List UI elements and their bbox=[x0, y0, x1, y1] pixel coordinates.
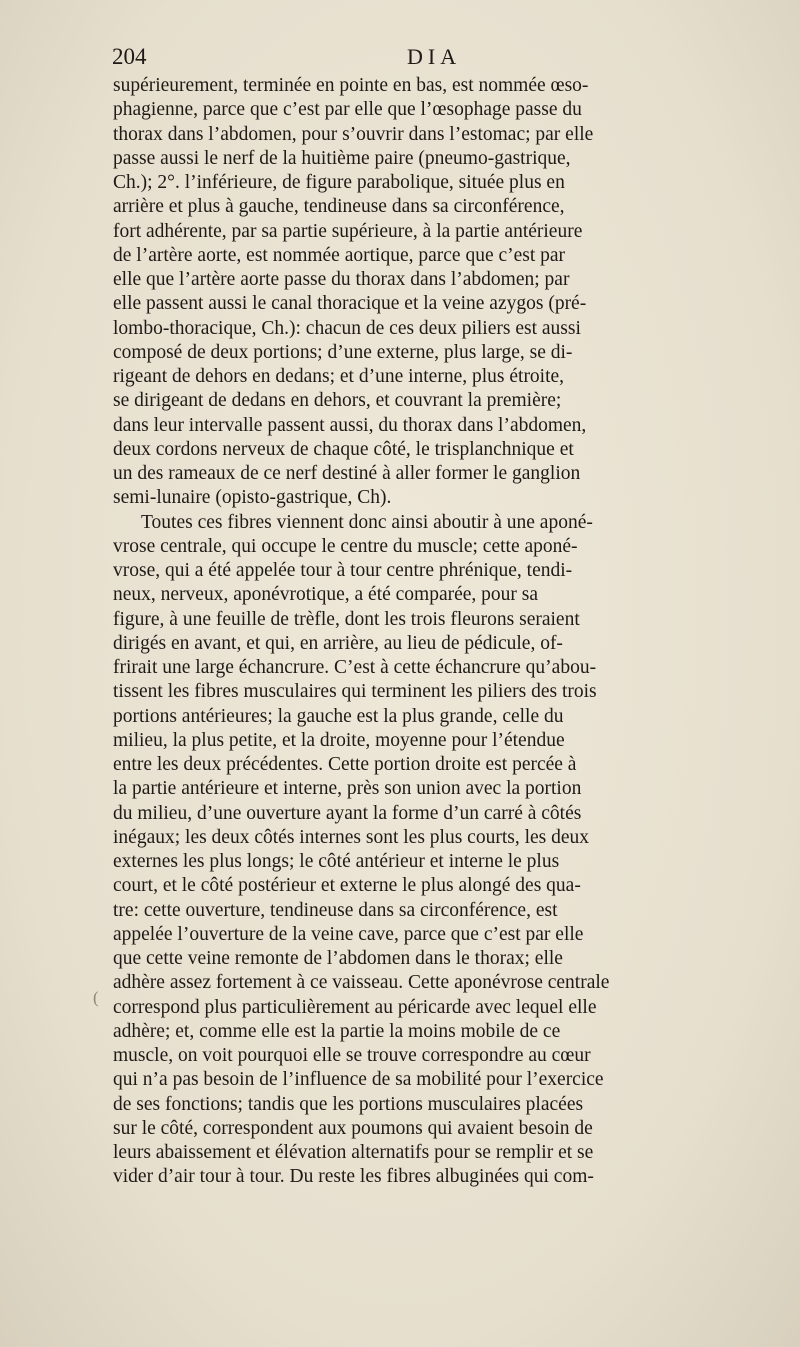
text-line: se dirigeant de dedans en dehors, et couvrant la première; bbox=[113, 390, 562, 412]
text-line: tre: cette ouverture, tendineuse dans sa circonférence, est bbox=[113, 899, 558, 921]
text-line: court, et le côté postérieur et externe le plus alongé des qua- bbox=[113, 875, 581, 897]
body-text bbox=[113, 74, 753, 1190]
text-line: milieu, la plus petite, et la droite, moyenne pour l’étendue bbox=[113, 729, 565, 751]
text-line: thorax dans l’abdomen, pour s’ouvrir dans l’estomac; par elle bbox=[113, 123, 594, 145]
text-line: que cette veine remonte de l’abdomen dans le thorax; elle bbox=[113, 948, 563, 969]
text-line: vider d’air tour à tour. Du reste les fibres albuginées qui com- bbox=[113, 1166, 594, 1188]
text-line: de ses fonctions; tandis que les portions musculaires placées bbox=[113, 1093, 584, 1115]
text-line: de l’artère aorte, est nommée aortique, parce que c’est par bbox=[113, 244, 566, 266]
text-line: muscle, on voit pourquoi elle se trouve correspondre au cœur bbox=[113, 1045, 591, 1066]
text-line: qui n’a pas besoin de l’influence de sa mobilité pour l’exercice bbox=[113, 1069, 604, 1091]
text-line: dans leur intervalle passent aussi, du thorax dans l’abdomen, bbox=[113, 414, 587, 436]
text-line: Toutes ces fibres viennent donc ainsi aboutir à une aponé- bbox=[141, 511, 593, 533]
text-line: fort adhérente, par sa partie supérieure, à la partie antérieure bbox=[113, 220, 583, 242]
text-line: leurs abaissement et élévation alternatifs pour se remplir et se bbox=[113, 1142, 594, 1163]
text-line: vrose, qui a été appelée tour à tour centre phrénique, tendi- bbox=[113, 560, 573, 581]
text-line: rigeant de dehors en dedans; et d’une interne, plus étroite, bbox=[113, 366, 565, 387]
text-line: figure, à une feuille de trèfle, dont les trois fleurons seraient bbox=[113, 608, 580, 630]
running-head: DIA bbox=[407, 44, 462, 69]
text-line: passe aussi le nerf de la huitième paire (pneumo-gastrique, bbox=[113, 147, 571, 169]
text-line: la partie antérieure et interne, près son union avec la portion bbox=[113, 778, 582, 800]
text-line: appelée l’ouverture de la veine cave, parce que c’est par elle bbox=[113, 923, 584, 945]
text-line: du milieu, d’une ouverture ayant la forme d’un carré à côtés bbox=[113, 802, 582, 824]
text-line: Ch.); 2°. l’inférieure, de figure parabolique, située plus en bbox=[113, 172, 565, 193]
text-line: semi-lunaire (opisto-gastrique, Ch). bbox=[113, 487, 392, 509]
text-line: adhère; et, comme elle est la partie la moins mobile de ce bbox=[113, 1020, 561, 1042]
page-header bbox=[112, 44, 752, 76]
text-line: supérieurement, terminée en pointe en bas, est nommée œso- bbox=[113, 75, 589, 96]
text-line: correspond plus particulièrement au péricarde avec lequel elle bbox=[113, 996, 597, 1018]
text-line: sur le côté, correspondent aux poumons qui avaient besoin de bbox=[113, 1117, 593, 1139]
text-line: neux, nerveux, aponévrotique, a été comparée, pour sa bbox=[113, 584, 539, 606]
text-line: adhère assez fortement à ce vaisseau. Cette aponévrose centrale bbox=[113, 972, 610, 994]
text-line: elle passent aussi le canal thoracique et la veine azygos (pré- bbox=[113, 293, 587, 315]
margin-mark: ( bbox=[93, 988, 99, 1007]
text-line: deux cordons nerveux de chaque côté, le trisplanchnique et bbox=[113, 438, 574, 460]
text-line: vrose centrale, qui occupe le centre du muscle; cette aponé- bbox=[113, 535, 578, 557]
text-line: frirait une large échancrure. C’est à cette échancrure qu’abou- bbox=[113, 657, 597, 678]
text-line: lombo-thoracique, Ch.): chacun de ces deux piliers est aussi bbox=[113, 317, 581, 339]
text-line: dirigés en avant, et qui, en arrière, au lieu de pédicule, of- bbox=[113, 632, 563, 654]
text-line: tissent les fibres musculaires qui terminent les piliers des trois bbox=[113, 681, 597, 703]
text-line: elle que l’artère aorte passe du thorax dans l’abdomen; par bbox=[113, 269, 570, 290]
text-line: externes les plus longs; le côté antérieur et interne le plus bbox=[113, 851, 560, 872]
page-number: 204 bbox=[112, 44, 147, 69]
text-line: un des rameaux de ce nerf destiné à aller former le ganglion bbox=[113, 463, 581, 484]
text-line: composé de deux portions; d’une externe, plus large, se di- bbox=[113, 341, 573, 363]
text-line: inégaux; les deux côtés internes sont les plus courts, les deux bbox=[113, 826, 590, 848]
text-line: portions antérieures; la gauche est la plus grande, celle du bbox=[113, 705, 564, 727]
text-line: phagienne, parce que c’est par elle que l’œsophage passe du bbox=[113, 99, 582, 121]
text-line: arrière et plus à gauche, tendineuse dans sa circonférence, bbox=[113, 196, 565, 218]
text-line: entre les deux précédentes. Cette portion droite est percée à bbox=[113, 754, 577, 775]
